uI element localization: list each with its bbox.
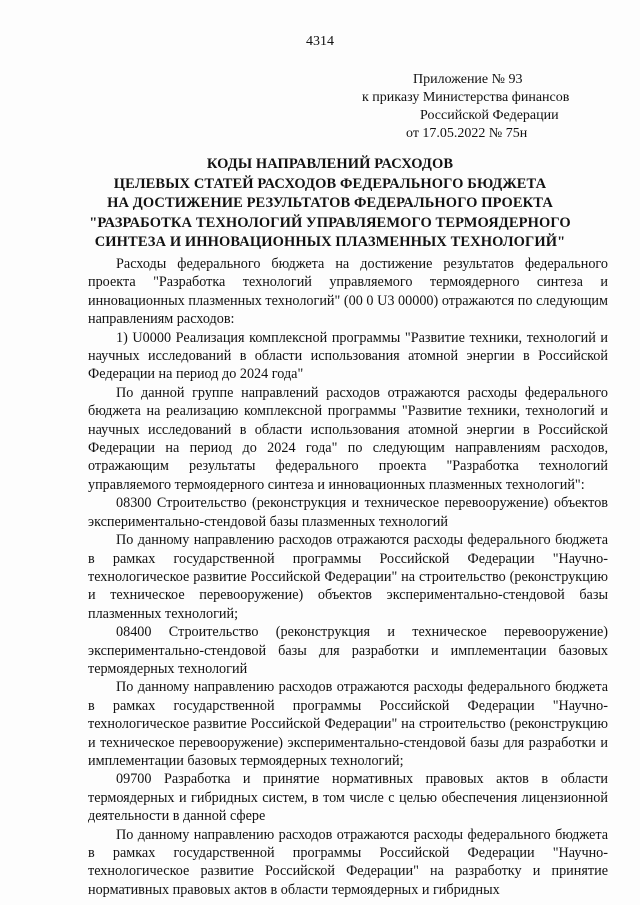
code-08400-heading: 08400 Строительство (реконструкция и техническое перевооружение) экспериментально-стендовой базы для разработки и имплементации базовых термоядерных технологий: [88, 624, 608, 677]
title-line: НА ДОСТИЖЕНИЕ РЕЗУЛЬТАТОВ ФЕДЕРАЛЬНОГО ПРОЕКТА: [107, 195, 553, 211]
page-number: 4314: [306, 34, 334, 49]
code-08400-description: По данному направлению расходов отражаются расходы федерального бюджета в рамках государственной программы Российской Федерации "Научно-технологическое развитие Российской Федерации" на строительство (реконструкцию и техническое перевооружение) экспериментально-стендовой базы для разработки и имплементации базовых термоядерных технологий;: [88, 679, 608, 769]
appendix-federation: Российской Федерации: [420, 108, 559, 123]
title-line: ЦЕЛЕВЫХ СТАТЕЙ РАСХОДОВ ФЕДЕРАЛЬНОГО БЮДЖЕТА: [113, 175, 547, 192]
section-heading: 1) U0000 Реализация комплексной программы "Развитие техники, технологий и научных исследований в области использования атомной энергии в Российской Федерации на период до 2024 года": [88, 329, 608, 383]
appendix-header: [300, 71, 590, 143]
code-08300-heading: 08300 Строительство (реконструкция и техническое перевооружение) объектов экспериментально-стендовой базы плазменных технологий: [88, 495, 608, 530]
title-line: "РАЗРАБОТКА ТЕХНОЛОГИЙ УПРАВЛЯЕМОГО ТЕРМОЯДЕРНОГО: [89, 214, 571, 231]
title-line: СИНТЕЗА И ИННОВАЦИОННЫХ ПЛАЗМЕННЫХ ТЕХНОЛОГИЙ": [94, 234, 566, 250]
code-09700-description: По данному направлению расходов отражаются расходы федерального бюджета в рамках государственной программы Российской Федерации "Научно-технологическое развитие Российской Федерации" на разработку и принятие нормативных правовых актов в области термоядерных и гибридных: [88, 826, 608, 898]
title-line: КОДЫ НАПРАВЛЕНИЙ РАСХОДОВ: [206, 156, 454, 172]
code-08300-description: По данному направлению расходов отражаются расходы федерального бюджета в рамках государственной программы Российской Федерации "Научно-технологическое развитие Российской Федерации" на строительство (реконструкцию и техническое перевооружение) объектов экспериментально-стендовой базы плазменных технологий;: [88, 532, 608, 622]
appendix-number: Приложение № 93: [413, 72, 523, 87]
section-description: По данной группе направлений расходов отражаются расходы федерального бюджета на реализацию комплексной программы "Развитие техники, технологий и научных исследований в области использования атомной энергии в Российской Федерации на период до 2024 года" по следующим направлениям расходов, отражающим результаты федерального проекта "Разработка технологий управляемого термоядерного синтеза и инновационных плазменных технологий":: [88, 384, 608, 493]
document-body: [88, 255, 608, 899]
code-09700-heading: 09700 Разработка и принятие нормативных правовых актов в области термоядерных и гибридных систем, в том числе с целью обеспечения лицензионной деятельности в данной сфере: [88, 771, 608, 825]
appendix-date: от 17.05.2022 № 75н: [406, 126, 528, 141]
document-title: [60, 155, 600, 253]
appendix-order: к приказу Министерства финансов: [362, 90, 570, 105]
intro-paragraph: Расходы федерального бюджета на достижение результатов федерального проекта "Разработка технологий управляемого термоядерного синтеза и инновационных плазменных технологий" (00 0 U3 00000) отражаются по следующим направлениям расходов:: [88, 256, 608, 328]
